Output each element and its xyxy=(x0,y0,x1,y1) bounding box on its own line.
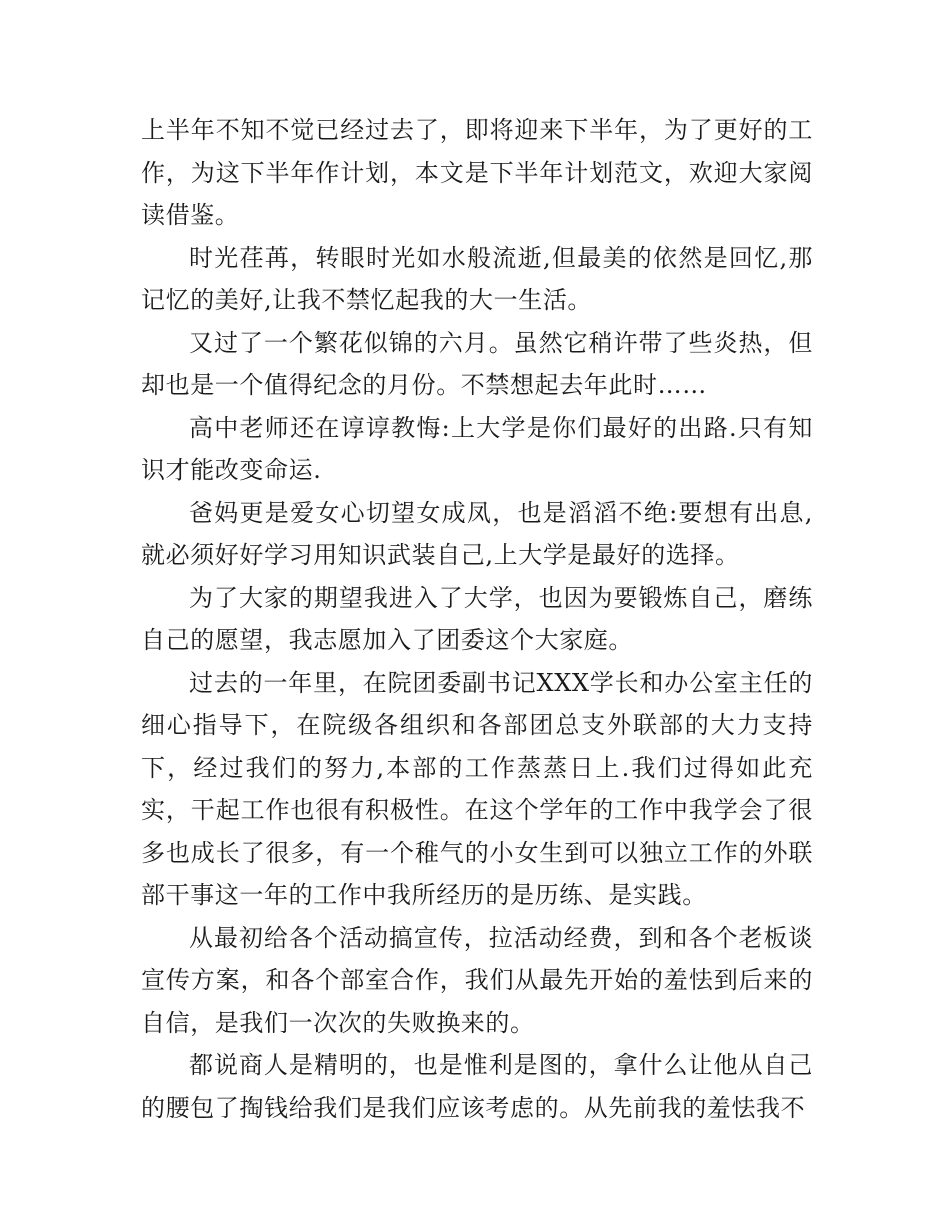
paragraph-merchants: 都说商人是精明的，也是惟利是图的，拿什么让他从自己的腰包了掏钱给我们是我们应该考虑的。从先前我的羞怯我不 xyxy=(141,1051,813,1122)
paragraph-joined-league: 为了大家的期望我进入了大学，也因为要锻炼自己，磨练自己的愿望，我志愿加入了团委这个大家庭。 xyxy=(141,583,813,654)
paragraph-parents: 爸妈更是爱女心切望女成凤，也是滔滔不绝:要想有出息,就必须好好学习用知识武装自己,上大学是最好的选择。 xyxy=(141,498,813,569)
paragraph-past-year: 过去的一年里，在院团委副书记XXX学长和办公室主任的细心指导下，在院级各组织和各部团总支外联部的大力支持下，经过我们的努力,本部的工作蒸蒸日上.我们过得如此充实，干起工作也很有积极性。在这个学年的工作中我学会了很多也成长了很多，有一个稚气的小女生到可以独立工作的外联部干事这一年的工作中我所经历的是历练、是实践。 xyxy=(141,668,813,909)
paragraph-june: 又过了一个繁花似锦的六月。虽然它稍许带了些炎热，但却也是一个值得纪念的月份。不禁想起去年此时…… xyxy=(141,328,813,399)
document-body xyxy=(141,109,813,1129)
paragraph-intro: 上半年不知不觉已经过去了，即将迎来下半年，为了更好的工作，为这下半年作计划，本文是下半年计划范文，欢迎大家阅读借鉴。 xyxy=(141,116,813,229)
paragraph-promotion: 从最初给各个活动搞宣传，拉活动经费，到和各个老板谈宣传方案，和各个部室合作，我们从最先开始的羞怯到后来的自信，是我们一次次的失败换来的。 xyxy=(141,923,813,1037)
paragraph-time-flies: 时光荏苒，转眼时光如水般流逝,但最美的依然是回忆,那记忆的美好,让我不禁忆起我的大一生活。 xyxy=(141,243,813,314)
paragraph-teacher: 高中老师还在谆谆教悔:上大学是你们最好的出路.只有知识才能改变命运. xyxy=(141,413,813,484)
